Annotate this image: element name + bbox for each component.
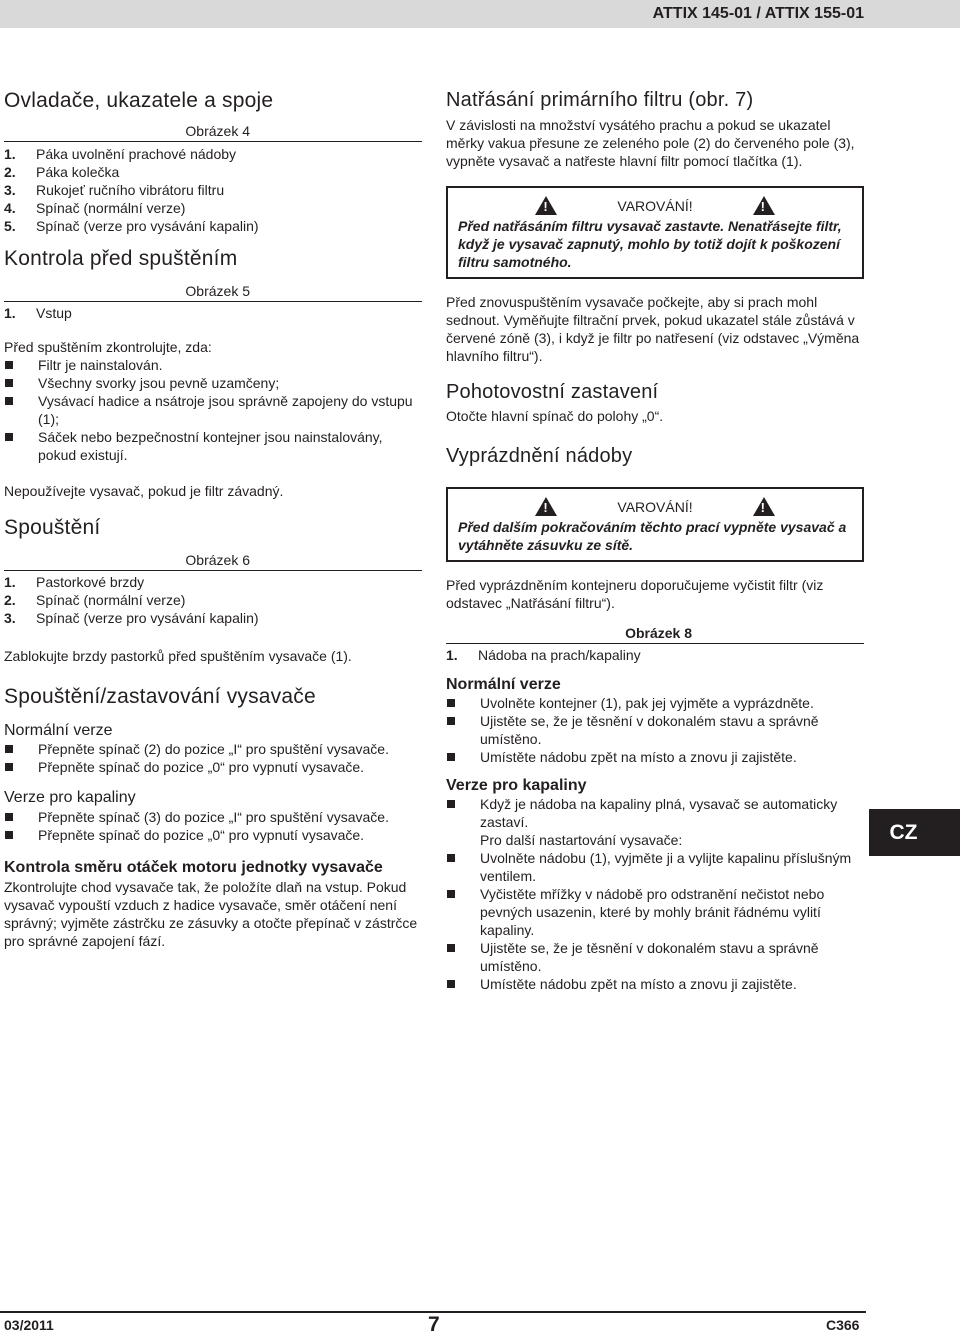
start-note: Zablokujte brzdy pastorků před spuštěním vysavače (1). — [4, 647, 352, 664]
list-item: 3. Spínač (verze pro vysávání kapalin) — [4, 609, 259, 626]
bullet-icon — [446, 712, 480, 748]
bullet-icon — [446, 885, 480, 939]
list-item: 2. Spínač (normální verze) — [4, 591, 186, 608]
warning-icon: ! — [753, 196, 775, 215]
empty-list — [446, 646, 864, 664]
bullet-icon — [446, 849, 480, 885]
emergency-text: Otočte hlavní spínač do polohy „0“. — [446, 408, 664, 424]
section-title-empty: Vyprázdnění nádoby — [446, 445, 633, 467]
bullet-icon — [4, 428, 38, 464]
list-item: Filtr je nainstalován. — [4, 356, 422, 374]
list-item: Ujistěte se, že je těsnění v dokonalém stavu a správně umístěno. — [446, 939, 864, 975]
start-list — [4, 573, 422, 627]
list-item: Přepněte spínač do pozice „0“ pro vypnutí vysavače. — [4, 758, 422, 776]
bullet-icon — [4, 740, 38, 758]
list-item: 1. Nádoba na prach/kapaliny — [446, 647, 641, 663]
warning-text: Před natřásáním filtru vysavač zastavte. Nenatřásejte filtr, když je vysavač zapnutý, mohlo by totiž dojít k poškození filtru samotného. — [458, 218, 842, 270]
list-item: 2. Páka kolečka — [4, 164, 120, 181]
bullet-icon — [446, 975, 480, 993]
bullet-icon — [4, 758, 38, 776]
list-item: Přepněte spínač do pozice „0“ pro vypnutí vysavače. — [4, 826, 422, 844]
section-title-emergency: Pohotovostní zastavení — [446, 381, 659, 403]
warning-box-empty — [446, 487, 864, 562]
right-column — [446, 82, 864, 993]
bullet-icon — [4, 374, 38, 392]
bullet-icon — [446, 694, 480, 712]
controls-list — [4, 145, 422, 235]
list-item: Přepněte spínač (3) do pozice „I“ pro spuštění vysavače. — [4, 808, 422, 826]
subtitle-normal-r: Normální verze — [446, 676, 561, 693]
list-item: 1. Vstup — [4, 304, 72, 321]
section-title-startstop: Spouštění/zastavování vysavače — [4, 684, 316, 708]
shake-text: V závislosti na množství vysátého prachu a pokud se ukazatel měrky vakua přesune ze zeleného pole (2) do červeného pole (3), vypněte vysavač a natřeste hlavní filtr pomocí tlačítka (1). — [446, 117, 855, 169]
list-item: 1. Pastorkové brzdy — [4, 573, 145, 590]
footer-code: C366 — [826, 1317, 860, 1333]
page-number: 7 — [428, 1313, 440, 1333]
warning-label: VAROVÁNÍ! — [617, 197, 693, 214]
motor-text: Zkontrolujte chod vysavače tak, že položíte dlaň na vstup. Pokud vysavač vypouští vzduch z hadice vysavače, směr otáčení není správný; vyjměte zástrčku ze zásuvky a otočte přepínač v zástrčce pro správné zapojení fází. — [4, 878, 418, 949]
list-item: Vyčistěte mřížky v nádobě pro odstranění nečistot nebo pevných usazenin, které by mohly bránit řádnému vylití kapaliny. — [446, 885, 864, 939]
list-item: 5. Spínač (verze pro vysávání kapalin) — [4, 218, 259, 235]
bullet-icon — [446, 939, 480, 975]
section-title-shake: Natřásání primárního filtru (obr. 7) — [446, 89, 754, 111]
list-item: 1. Páka uvolnění prachové nádoby — [4, 146, 237, 163]
list-item: 4. Spínač (normální verze) — [4, 200, 186, 217]
bullet-icon — [446, 795, 480, 849]
bullet-icon — [4, 356, 38, 374]
subtitle-normal: Normální verze — [4, 722, 113, 740]
list-item: Ujistěte se, že je těsnění v dokonalém stavu a správně umístěno. — [446, 712, 864, 748]
list-item: Přepněte spínač (2) do pozice „I“ pro spuštění vysavače. — [4, 740, 422, 758]
warning-icon: ! — [535, 196, 557, 215]
shake-after: Před znovuspuštěním vysavače počkejte, aby si prach mohl sednout. Vyměňujte filtrační prvek, pokud ukazatel stále zůstává v červené zóně (3), i když je filtr po natřesení (viz odstavec „Výměna hlavního filtru“). — [446, 294, 860, 364]
list-item: 3. Rukojeť ručního vibrátoru filtru — [4, 182, 225, 199]
warning-icon: ! — [753, 497, 775, 516]
warning-icon: ! — [535, 497, 557, 516]
precheck-list — [4, 304, 422, 322]
bullet-icon — [4, 826, 38, 844]
subtitle-liquid-r: Verze pro kapaliny — [446, 777, 587, 795]
list-item: Uvolněte nádobu (1), vyjměte ji a vylijte kapalinu příslušným ventilem. — [446, 849, 864, 885]
language-tab: CZ — [869, 809, 960, 856]
bullet-icon — [446, 748, 480, 766]
empty-normal-bullets — [446, 694, 864, 766]
precheck-bullets — [4, 356, 422, 464]
section-title-precheck: Kontrola před spuštěním — [4, 247, 238, 271]
empty-liquid-bullets — [446, 795, 864, 993]
left-column — [4, 82, 422, 950]
precheck-intro: Před spuštěním zkontrolujte, zda: — [4, 338, 212, 355]
section-title-start: Spouštění — [4, 515, 101, 539]
figure-caption-5: Obrázek 5 — [4, 282, 422, 302]
figure-caption-4: Obrázek 4 — [4, 122, 422, 142]
footer-date: 03/2011 — [4, 1317, 54, 1333]
figure-caption-6: Obrázek 6 — [4, 551, 422, 571]
bullet-icon — [4, 808, 38, 826]
list-item: Sáček nebo bezpečnostní kontejner jsou nainstalovány, pokud existují. — [4, 428, 422, 464]
section-title-controls: Ovladače, ukazatele a spoje — [4, 89, 274, 112]
figure-caption-8: Obrázek 8 — [446, 624, 864, 644]
warning-text: Před dalším pokračováním těchto prací vypněte vysavač a vytáhněte zásuvku ze sítě. — [458, 519, 847, 553]
header-title: ATTIX 145-01 / ATTIX 155-01 — [652, 5, 864, 22]
subtitle-motor: Kontrola směru otáček motoru jednotky vysavače — [4, 858, 383, 876]
bullet-icon — [4, 392, 38, 428]
list-item: Umístěte nádobu zpět na místo a znovu ji zajistěte. — [446, 748, 864, 766]
liquid-bullets — [4, 808, 422, 844]
list-item: Vysávací hadice a nsátroje jsou správně zapojeny do vstupu (1); — [4, 392, 422, 428]
subtitle-liquid: Verze pro kapaliny — [4, 789, 136, 807]
list-item: Všechny svorky jsou pevně uzamčeny; — [4, 374, 422, 392]
list-item: Uvolněte kontejner (1), pak jej vyjměte a vyprázdněte. — [446, 694, 864, 712]
list-item: Když je nádoba na kapaliny plná, vysavač se automaticky zastaví. Pro další nastartování vysavače: — [446, 795, 864, 849]
precheck-note: Nepoužívejte vysavač, pokud je filtr závadný. — [4, 482, 284, 499]
empty-text: Před vyprázdněním kontejneru doporučujeme vyčistit filtr (viz odstavec „Natřásání filtru“). — [446, 577, 824, 611]
warning-box-shake — [446, 186, 864, 279]
list-item: Umístěte nádobu zpět na místo a znovu ji zajistěte. — [446, 975, 864, 993]
warning-label: VAROVÁNÍ! — [617, 498, 693, 515]
page-header — [0, 0, 960, 28]
normal-bullets — [4, 740, 422, 776]
